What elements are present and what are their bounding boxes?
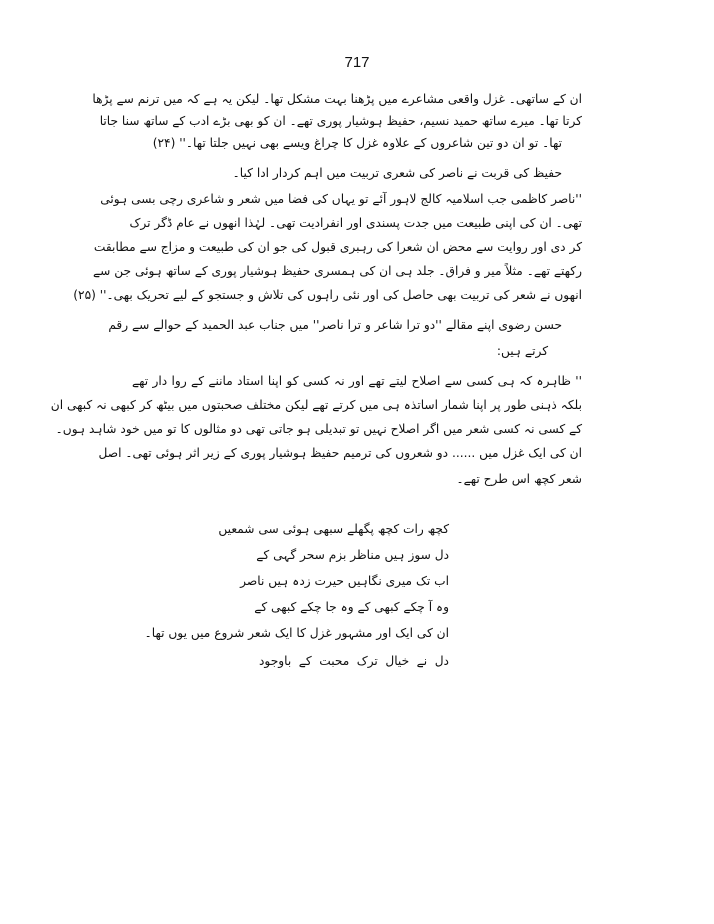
text-line: کرتے ہیں: (496, 344, 548, 358)
text-line: ان کی ایک اور مشہور غزل کا ایک شعر شروع میں یوں تھا۔ (144, 626, 449, 640)
text-line: ان کی ایک غزل میں ...... دو شعروں کی ترمیم حفیظ ہوشیار پوری کے زیر اثر ہوئی تھی۔ اصل (98, 446, 582, 460)
text-line: حسن رضوی اپنے مقالے ''دو ترا شاعر و ترا ناصر'' میں جناب عبد الحمید کے حوالے سے رقم (108, 318, 562, 332)
verse-line: دل نے خیال ترک محبت کے باوجود (259, 654, 449, 668)
text-line: تھا۔ تو ان دو تین شاعروں کے علاوہ غزل کا چراغ ویسے بھی نہیں جلتا تھا۔'' (۲۴) (152, 136, 562, 150)
verse-line: کچھ رات کچھ پگھلے سبھی ہوئی سی شمعیں (218, 522, 449, 536)
text-line: کرتا تھا۔ میرے ساتھ حمید نسیم، حفیظ ہوشیار پوری تھے۔ ان کو بھی بڑے ادب کے ساتھ سنا جاتا (99, 114, 582, 128)
text-line: بلکہ ذہنی طور پر اپنا شمار اساتذہ ہی میں کرتے تھے لیکن مختلف صحبتوں میں بیٹھ کر کبھی نہ کبھی ان (50, 398, 582, 412)
text-line: تھی۔ ان کی اپنی طبیعت میں جدت پسندی اور انفرادیت تھی۔ لہٰذا انھوں نے عام ڈگر ترک (129, 216, 582, 230)
text-line: حفیظ کی قربت نے ناصر کی شعری تربیت میں اہم کردار ادا کیا۔ (232, 166, 562, 180)
verse-line: دل سوز ہیں مناظر بزم سحر گہی کے (256, 548, 449, 562)
page-number: 717 (344, 54, 370, 71)
text-line: ان کے ساتھی۔ غزل واقعی مشاعرے میں پڑھنا بہت مشکل تھا۔ لیکن یہ ہے کہ میں ترنم سے پڑھا (92, 92, 582, 106)
verse-line: اب تک میری نگاہیں حیرت زدہ ہیں ناصر (240, 574, 449, 588)
text-line: رکھتے تھے۔ مثلاً میر و فراق۔ جلد ہی ان کی ہمسری حفیظ ہوشیار پوری کے ساتھ ہوئی جن سے (93, 264, 582, 278)
text-line: '' ظاہرہ کہ ہی کسی سے اصلاح لیتے تھے اور نہ کسی کو اپنا استاد ماننے کے روا دار تھے (132, 374, 582, 388)
text-line: کے کسی نہ کسی شعر میں اگر اصلاح نہیں تو تبدیلی ہو جاتی تھی دو مثالوں کا تو میں خود شاہد ہوں۔ (55, 422, 582, 436)
text-line: ''ناصر کاظمی جب اسلامیہ کالج لاہور آئے تو یہاں کی فضا میں شعر و شاعری رچی بسی ہوئی (100, 192, 582, 206)
verse-line: وہ آ چکے کبھی کے وہ جا چکے کبھی کے (254, 600, 449, 614)
text-line: شعر کچھ اس طرح تھے۔ (456, 472, 582, 486)
text-line: انھوں نے شعر کی تربیت بھی حاصل کی اور نئی راہوں کی تلاش و جستجو کے لیے تحریک بھی۔'' (۲۵) (73, 288, 582, 302)
text-line: کر دی اور روایت سے محض ان شعرا کی رہبری قبول کی جو ان کی طبیعت و مزاج سے مطابقت (93, 240, 582, 254)
